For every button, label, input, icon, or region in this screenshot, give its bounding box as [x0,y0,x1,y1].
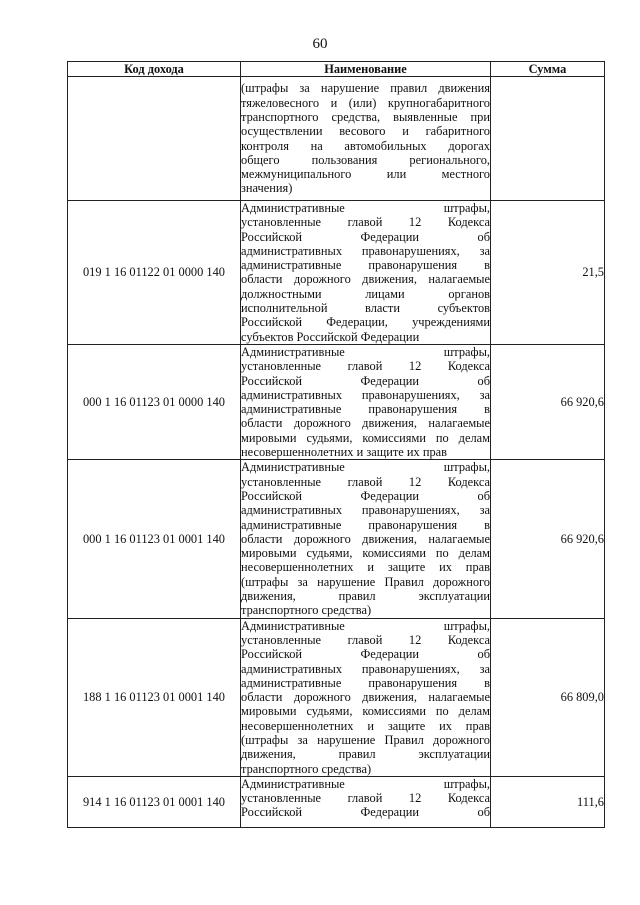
name-line: установленные главой 12 Кодекса [241,359,490,374]
name-line: административных правонарушениях, за [241,243,490,258]
revenue-code-cell: 019 1 16 01122 01 0000 140 [68,201,241,345]
name-line: (штрафы за нарушение правил движения [241,81,490,96]
name-line: межмуниципального или местного [241,167,490,182]
name-line: должностными лицами органов [241,286,490,301]
revenue-code-cell [68,77,241,201]
name-line: транспортного средства, выявленные при [241,109,490,124]
table-row [68,776,605,827]
revenue-table [67,61,605,828]
name-line: установленные главой 12 Кодекса [241,791,490,806]
amount-cell [491,77,605,201]
table-row [68,460,605,618]
name-line: Российской Федерации об [241,805,490,820]
table-row [68,77,605,201]
name-line: Российской Федерации об [241,647,490,662]
name-line: административных правонарушениях, за [241,661,490,676]
name-line: области дорожного движения, налагаемые [241,416,490,431]
name-line: административные правонарушения в [241,402,490,417]
name-line: Административные штрафы, [241,776,490,791]
name-line: административные правонарушения в [241,517,490,532]
name-line: несовершеннолетних и защите их прав [241,718,490,733]
name-line: контроля на автомобильных дорогах [241,138,490,153]
name-line: Российской Федерации об [241,488,490,503]
name-line: общего пользования регионального, [241,152,490,167]
name-line: области дорожного движения, налагаемые [241,690,490,705]
amount-cell: 21,5 [491,201,605,345]
name-line: несовершеннолетних и защите их прав [241,560,490,575]
header-name: Наименование [241,62,491,77]
name-line: мировыми судьями, комиссиями по делам [241,546,490,561]
table-row [68,201,605,345]
name-line: транспортного средства) [241,761,372,776]
revenue-name-cell [241,618,491,776]
name-line: движения, правил эксплуатации [241,747,490,762]
header-sum: Сумма [491,62,605,77]
name-line: Российской Федерации об [241,373,490,388]
header-code: Код дохода [68,62,241,77]
name-line: установленные главой 12 Кодекса [241,474,490,489]
name-line: административные правонарушения в [241,258,490,273]
name-line: субъектов Российской Федерации [241,329,420,344]
name-line: установленные главой 12 Кодекса [241,215,490,230]
table-row [68,618,605,776]
name-line: Административные штрафы, [241,618,490,633]
name-line: транспортного средства) [241,603,372,618]
name-line: административных правонарушениях, за [241,503,490,518]
name-line: Административные штрафы, [241,201,490,215]
revenue-name-cell [241,776,491,827]
name-line: (штрафы за нарушение Правил дорожного [241,732,490,747]
name-line: административные правонарушения в [241,675,490,690]
name-line: области дорожного движения, налагаемые [241,272,490,287]
name-line: мировыми судьями, комиссиями по делам [241,430,490,445]
name-line: несовершеннолетних и защите их прав [241,445,448,460]
revenue-code-cell: 914 1 16 01123 01 0001 140 [68,776,241,827]
table-header-row [68,62,605,77]
amount-cell: 66 920,6 [491,460,605,618]
name-line: Административные штрафы, [241,344,490,359]
name-line: административных правонарушениях, за [241,387,490,402]
name-line: значения) [241,181,293,196]
name-line: (штрафы за нарушение Правил дорожного [241,574,490,589]
name-line: Административные штрафы, [241,460,490,475]
name-line: мировыми судьями, комиссиями по делам [241,704,490,719]
name-line: области дорожного движения, налагаемые [241,531,490,546]
name-line: движения, правил эксплуатации [241,589,490,604]
revenue-code-cell: 000 1 16 01123 01 0001 140 [68,460,241,618]
name-line: тяжеловесного и (или) крупногабаритного [241,95,490,110]
table-row [68,344,605,459]
page-number: 60 [312,36,328,52]
amount-cell: 66 920,6 [491,344,605,459]
revenue-code-cell: 188 1 16 01123 01 0001 140 [68,618,241,776]
revenue-name-cell [241,77,491,201]
name-line: осуществлении весового и габаритного [241,124,490,139]
revenue-code-cell: 000 1 16 01123 01 0000 140 [68,344,241,459]
revenue-name-cell [241,201,491,345]
revenue-name-cell [241,460,491,618]
revenue-name-cell [241,344,491,459]
amount-cell: 111,6 [491,776,605,827]
name-line: Российской Федерации, учреждениями [241,315,490,330]
name-line: Российской Федерации об [241,229,490,244]
name-line: исполнительной власти субъектов [241,301,490,316]
name-line: установленные главой 12 Кодекса [241,632,490,647]
amount-cell: 66 809,0 [491,618,605,776]
